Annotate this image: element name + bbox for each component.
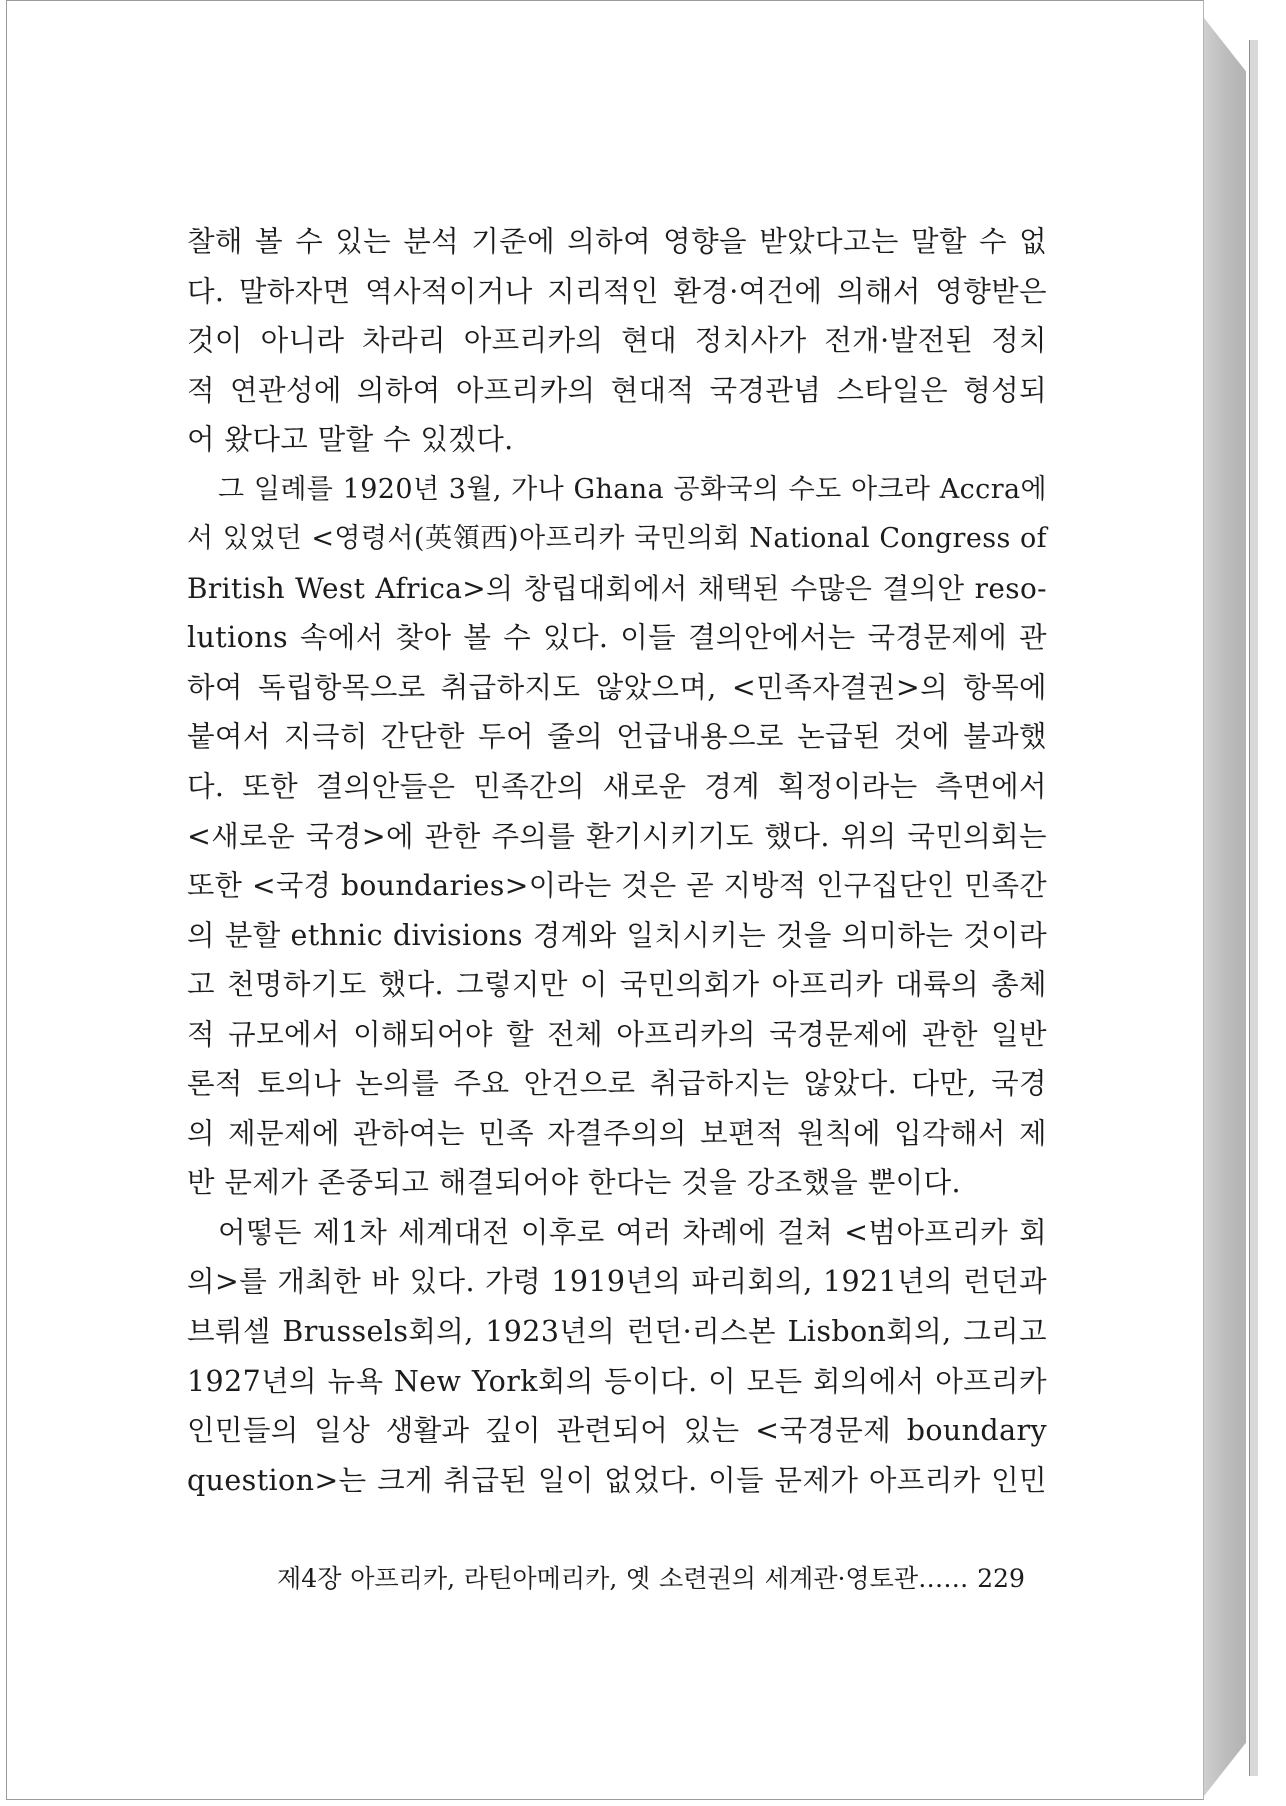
text-line: 고 천명하기도 했다. 그렇지만 이 국민의회가 아프리카 대륙의 총체 xyxy=(187,968,1047,1002)
paragraph-first-line: 어떻든 제1차 세계대전 이후로 여러 차례에 걸쳐 <범아프리카 회 xyxy=(218,1215,1047,1249)
paragraph-first-line: 그 일례를 1920년 3월, 가나 Ghana 공화국의 수도 아크라 Accra에 xyxy=(218,473,1047,505)
book-page xyxy=(6,0,1204,1800)
body-text xyxy=(187,217,1047,1505)
text-line: 서 있었던 <영령서(英領西)아프리카 국민의회 National Congress of xyxy=(187,523,1047,555)
text-line: 적 규모에서 이해되어야 할 전체 아프리카의 국경문제에 관한 일반 xyxy=(187,1017,1047,1051)
text-line: question>는 크게 취급된 일이 없었다. 이들 문제가 아프리카 인민 xyxy=(187,1463,1047,1497)
text-line: 의>를 개최한 바 있다. 가령 1919년의 파리회의, 1921년의 런던과 xyxy=(187,1265,1047,1299)
text-line: 어 왔다고 말할 수 있겠다. xyxy=(187,423,514,457)
page-stack-edge xyxy=(1249,40,1258,1776)
text-line: 론적 토의나 논의를 주요 안건으로 취급하지는 않았다. 다만, 국경 xyxy=(187,1067,1047,1101)
text-line: 붙여서 지극히 간단한 두어 줄의 언급내용으로 논급된 것에 불과했 xyxy=(187,720,1047,754)
page-number: 229 xyxy=(977,1564,1025,1593)
text-line: 1927년의 뉴욕 New York회의 등이다. 이 모든 회의에서 아프리카 xyxy=(187,1364,1047,1398)
text-line: 하여 독립항목으로 취급하지도 않았으며, <민족자결권>의 항목에 xyxy=(187,670,1047,704)
text-line: 의 제문제에 관하여는 민족 자결주의의 보편적 원칙에 입각해서 제 xyxy=(187,1116,1047,1150)
text-line: lutions 속에서 찾아 볼 수 있다. 이들 결의안에서는 국경문제에 관 xyxy=(187,621,1047,655)
text-line: 다. 말하자면 역사적이거나 지리적인 환경·여건에 의해서 영향받은 xyxy=(187,274,1047,308)
text-line: British West Africa>의 창립대회에서 채택된 수많은 결의안 reso- xyxy=(187,571,1047,605)
text-line: 찰해 볼 수 있는 분석 기준에 의하여 영향을 받았다고는 말할 수 없 xyxy=(187,225,1047,258)
text-line: 것이 아니라 차라리 아프리카의 현대 정치사가 전개·발전된 정치 xyxy=(187,324,1047,358)
text-line: 적 연관성에 의하여 아프리카의 현대적 국경관념 스타일은 형성되 xyxy=(187,373,1047,407)
text-line: <새로운 국경>에 관한 주의를 환기시키기도 했다. 위의 국민의회는 xyxy=(187,819,1047,853)
text-line: 의 분할 ethnic divisions 경계와 일치시키는 것을 의미하는 것이라 xyxy=(187,918,1047,952)
text-line: 브뤼셀 Brussels회의, 1923년의 런던·리스본 Lisbon회의, 그리고 xyxy=(187,1315,1047,1349)
text-line: 반 문제가 존중되고 해결되어야 한다는 것을 강조했을 뿐이다. xyxy=(187,1166,961,1200)
text-line: 다. 또한 결의안들은 민족간의 새로운 경계 획정이라는 측면에서 xyxy=(187,770,1047,804)
text-line: 또한 <국경 boundaries>이라는 것은 곧 지방적 인구집단인 민족간 xyxy=(187,869,1047,903)
page-footer xyxy=(277,1557,1025,1601)
text-line: 인민들의 일상 생활과 깊이 관련되어 있는 <국경문제 boundary xyxy=(187,1414,1047,1448)
running-chapter-title: 제4장 아프리카, 라틴아메리카, 옛 소련권의 세계관·영토관…… xyxy=(277,1564,969,1593)
